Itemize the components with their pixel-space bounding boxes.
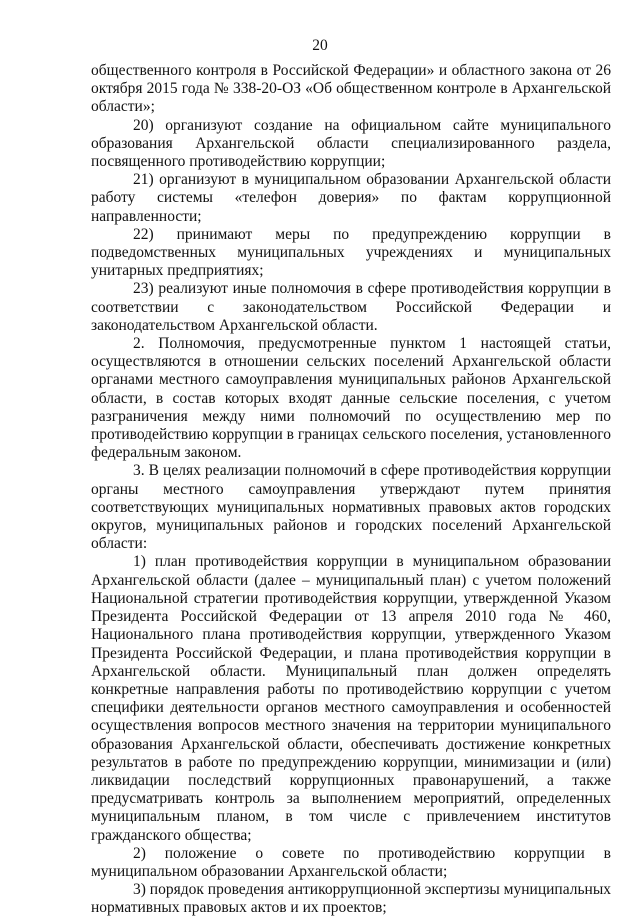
paragraph: 23) реализуют иные полномочия в сфере противодействия коррупции в соответствии с законодательством Российской Федерации и законодательством Архангельской области.: [91, 280, 611, 334]
paragraph: 2. Полномочия, предусмотренные пунктом 1 настоящей статьи, осуществляются в отношении сельских поселений Архангельской области органами местного самоуправления муниципальных районов Архангельской области, в состав которых входят данные сельские поселения, с учетом разграничения между ними полномочий по осуществлению мер по противодействию коррупции в границах сельского поселения, установленного федеральным законом.: [91, 335, 611, 462]
page-number: 20: [312, 37, 328, 54]
paragraph: 20) организуют создание на официальном сайте муниципального образования Архангельской области специализированного раздела, посвященного противодействию коррупции;: [91, 116, 611, 171]
paragraph: 1) план противодействия коррупции в муниципальном образовании Архангельской области (далее – муниципальный план) с учетом положений Национальной стратегии противодействия коррупции, утвержденной Указом Президента Российской Федерации от 13 апреля 2010 года № 460, Национального плана противодействия коррупции, утвержденного Указом Президента Российской Федерации, и плана противодействия коррупции в Архангельской области. Муниципальный план должен определять конкретные направления работы по противодействию коррупции с учетом специфики деятельности органов местного самоуправления и особенностей осуществления вопросов местного значения на территории муниципального образования Архангельской области, обеспечивать достижение конкретных результатов в работе по предупреждению коррупции, минимизации и (или) ликвидации последствий коррупционных правонарушений, а также предусматривать контроль за выполнением мероприятий, определенных муниципальным планом, в том числе с привлечением институтов гражданского общества;: [91, 553, 611, 844]
paragraph: 22) принимают меры по предупреждению коррупции в подведомственных муниципальных учреждениях и муниципальных унитарных предприятиях;: [91, 225, 611, 280]
paragraph: 21) организуют в муниципальном образовании Архангельской области работу системы «телефон доверия» по фактам коррупционной направленности;: [91, 171, 611, 225]
document-body: [91, 62, 611, 918]
paragraph: 3. В целях реализации полномочий в сфере противодействия коррупции органы местного самоуправления утверждают путем принятия соответствующих муниципальных нормативных правовых актов городских округов, муниципальных районов и городских поселений Архангельской области:: [91, 462, 611, 553]
paragraph: общественного контроля в Российской Федерации» и областного закона от 26 октября 2015 года № 338-20-ОЗ «Об общественном контроле в Архангельской области»;: [91, 62, 611, 116]
paragraph: 3) порядок проведения антикоррупционной экспертизы муниципальных нормативных правовых актов и их проектов;: [91, 881, 611, 917]
paragraph: 2) положение о совете по противодействию коррупции в муниципальном образовании Архангельской области;: [91, 844, 611, 880]
